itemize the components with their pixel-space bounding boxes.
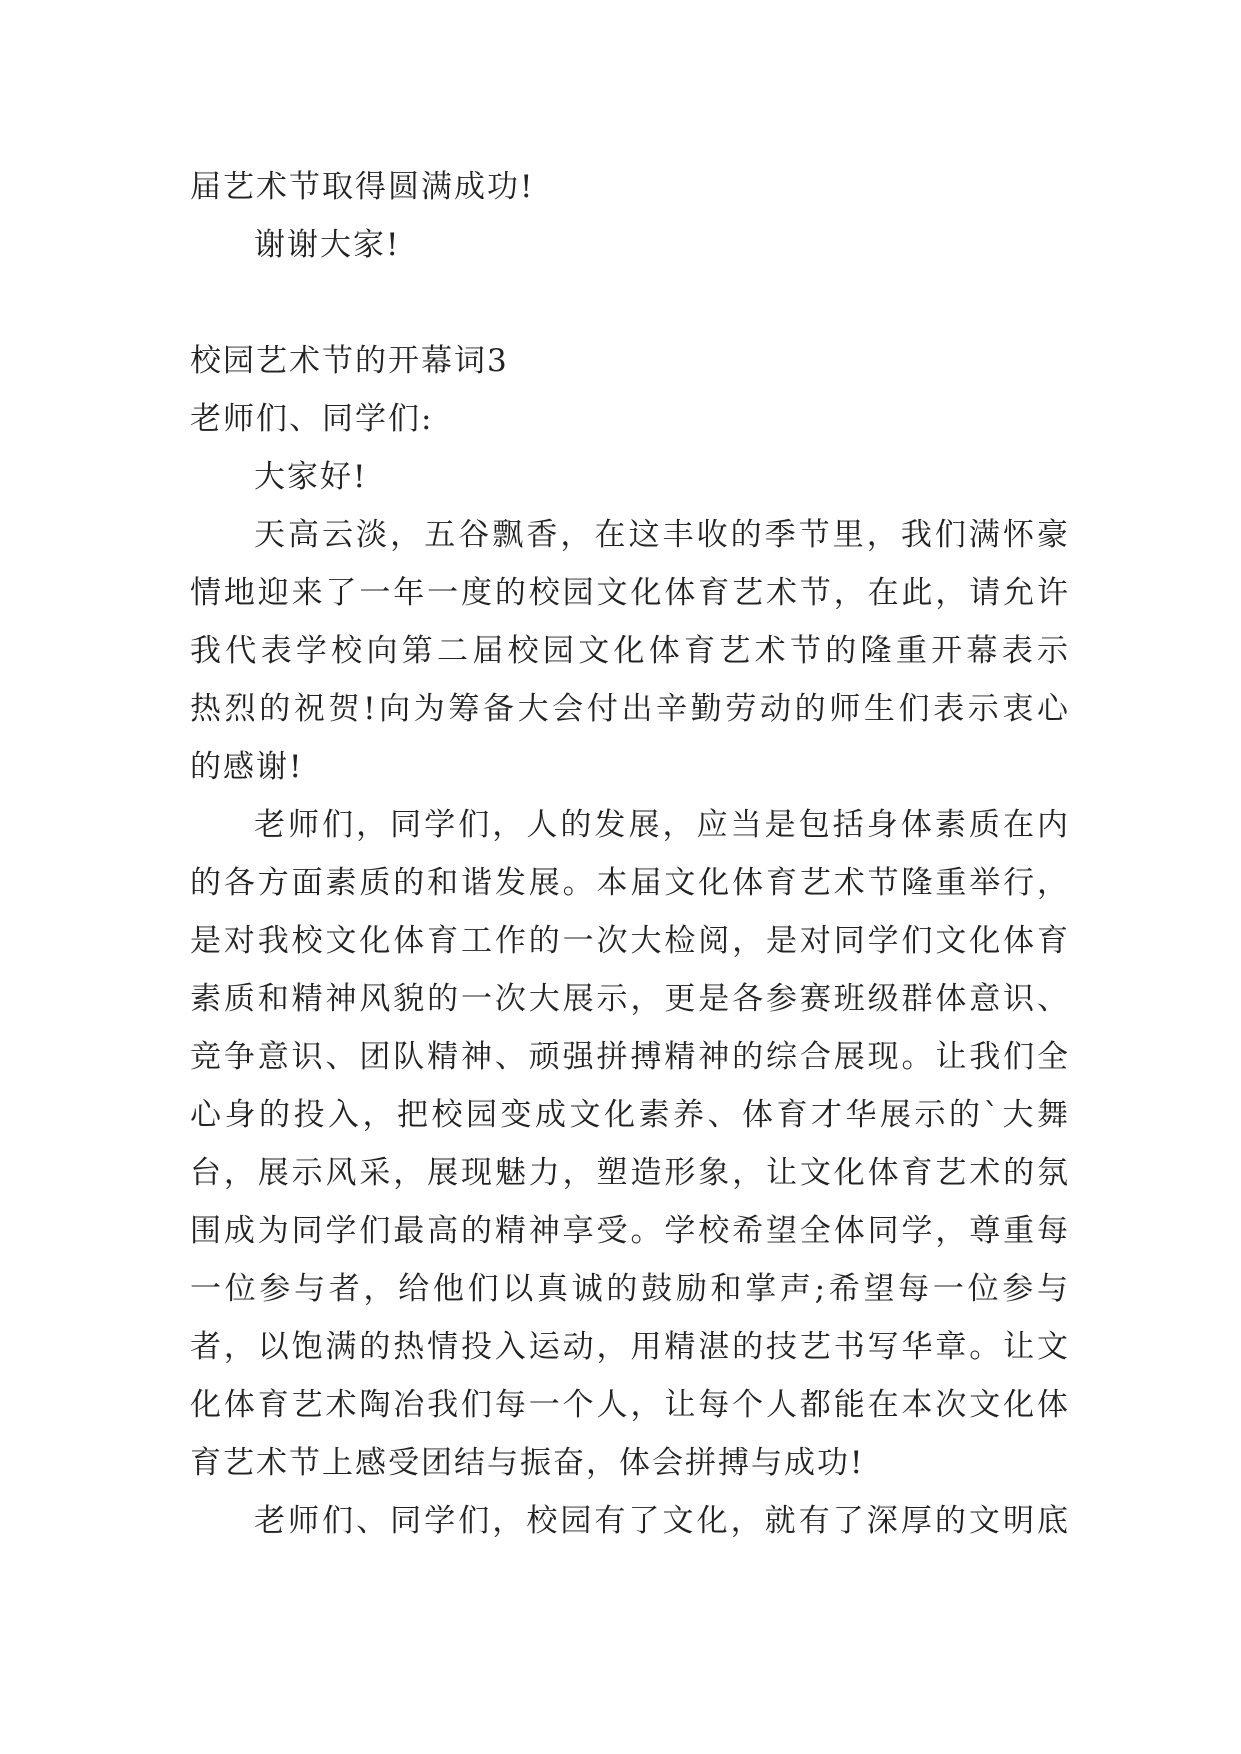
text-line: 老师们、同学们，校园有了文化，就有了深厚的文明底: [254, 1503, 1070, 1539]
text-line: 化体育艺术陶冶我们每一个人，让每个人都能在本次文化体: [190, 1387, 1070, 1423]
section-title: 校园艺术节的开幕词3: [190, 343, 509, 379]
text-line: 台，展示风采，展现魅力，塑造形象，让文化体育艺术的氛: [190, 1155, 1070, 1191]
salutation: 老师们、同学们:: [190, 401, 434, 437]
text-line: 是对我校文化体育工作的一次大检阅，是对同学们文化体育: [190, 923, 1070, 959]
text-line: 一位参与者，给他们以真诚的鼓励和掌声;希望每一位参与: [190, 1271, 1070, 1307]
text-line: 热烈的祝贺!向为筹备大会付出辛勤劳动的师生们表示衷心: [190, 691, 1070, 727]
text-line: 的各方面素质的和谐发展。本届文化体育艺术节隆重举行，: [190, 865, 1070, 901]
text-line: 育艺术节上感受团结与振奋，体会拼搏与成功!: [190, 1445, 865, 1481]
text-line: 围成为同学们最高的精神享受。学校希望全体同学，尊重每: [190, 1213, 1070, 1249]
text-line: 的感谢!: [190, 749, 304, 785]
text-line: 届艺术节取得圆满成功!: [190, 169, 535, 205]
text-line: 老师们，同学们，人的发展，应当是包括身体素质在内: [254, 807, 1070, 843]
text-line: 心身的投入，把校园变成文化素养、体育才华展示的`大舞: [190, 1097, 1070, 1133]
text-line: 情地迎来了一年一度的校园文化体育艺术节，在此，请允许: [190, 575, 1070, 611]
text-line: 者，以饱满的热情投入运动，用精湛的技艺书写华章。让文: [190, 1329, 1070, 1365]
text-line: 我代表学校向第二届校园文化体育艺术节的隆重开幕表示: [190, 633, 1070, 669]
greeting: 大家好!: [254, 459, 368, 495]
text-line: 天高云淡，五谷飘香，在这丰收的季节里，我们满怀豪: [254, 517, 1070, 553]
text-line: 素质和精神风貌的一次大展示，更是各参赛班级群体意识、: [190, 981, 1070, 1017]
text-line: 竞争意识、团队精神、顽强拼搏精神的综合展现。让我们全: [190, 1039, 1070, 1075]
text-line: 谢谢大家!: [254, 227, 401, 263]
